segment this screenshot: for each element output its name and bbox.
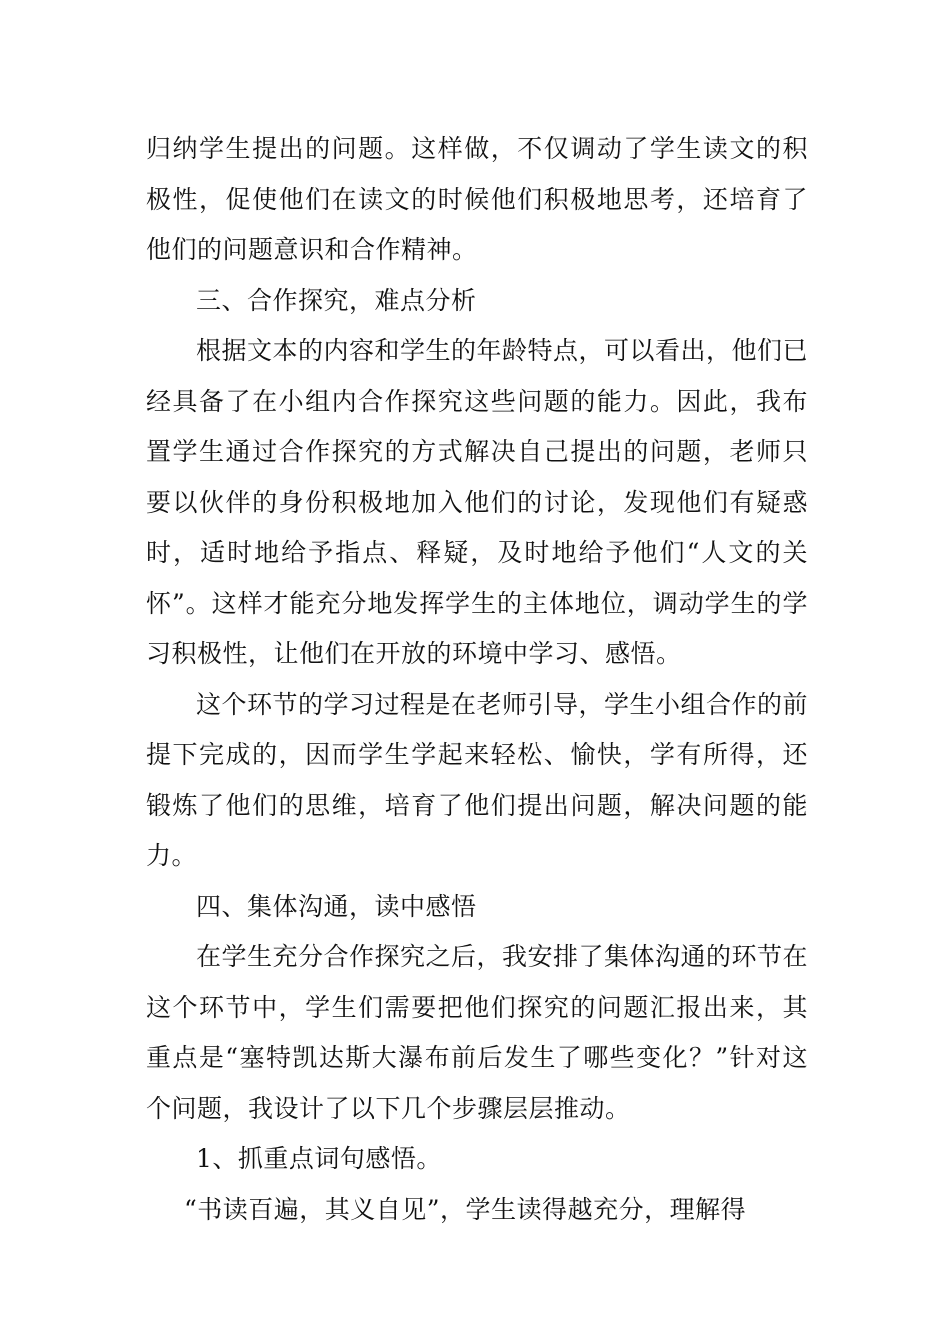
section-heading-4: 四、集体沟通，读中感悟 — [196, 891, 477, 921]
paragraph-reading-quote: “书读百遍，其义自见”，学生读得越充分，理解得 — [184, 1194, 747, 1224]
paragraph-cooperative-inquiry: 根据文本的内容和学生的年龄特点，可以看出，他们已经具备了在小组内合作探究这些问题的能力。因此，我布置学生通过合作探究的方式解决自己提出的问题，老师只要以伙伴的身份积极地加入他们的讨论，发现他们有疑惑时，适时地给予指点、释疑，及时地给予他们“人文的关怀”。这样才能充分地发挥学生的主体地位，调动学生的学习积极性，让他们在开放的环境中学习、感悟。 — [146, 336, 809, 668]
paragraph-learning-process: 这个环节的学习过程是在老师引导，学生小组合作的前提下完成的，因而学生学起来轻松、愉快，学有所得，还锻炼了他们的思维，培育了他们提出问题，解决问题的能力。 — [146, 689, 809, 870]
paragraph-group-communication: 在学生充分合作探究之后，我安排了集体沟通的环节在这个环节中，学生们需要把他们探究的问题汇报出来，其重点是“塞特凯达斯大瀑布前后发生了哪些变化？”针对这个问题，我设计了以下几个步骤层层推动。 — [146, 942, 809, 1123]
step-heading-1: 1、抓重点词句感悟。 — [196, 1144, 442, 1173]
document-body — [146, 124, 808, 1235]
paragraph-continuation: 归纳学生提出的问题。这样做，不仅调动了学生读文的积极性，促使他们在读文的时候他们积极地思考，还培育了他们的问题意识和合作精神。 — [146, 134, 808, 264]
section-heading-3: 三、合作探究，难点分析 — [196, 285, 477, 315]
